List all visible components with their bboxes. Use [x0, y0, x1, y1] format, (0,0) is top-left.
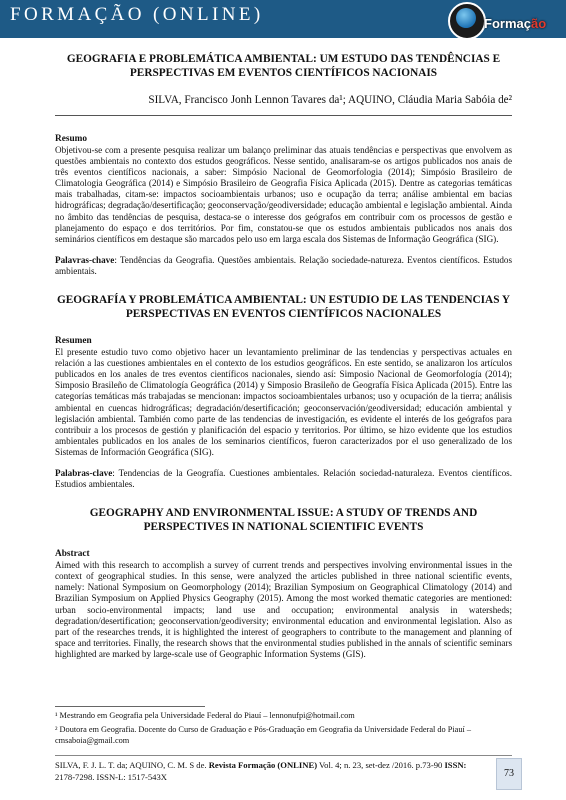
footnote-2: ² Doutora em Geografia. Docente do Curso de Graduação e Pós-Graduação em Geografia da Universidade Federal do Piauí – cmsaboia@gmail.com [55, 725, 472, 745]
logo-text: Formação [484, 16, 547, 31]
article-body [55, 52, 512, 660]
title-pt: GEOGRAFIA E PROBLEMÁTICA AMBIENTAL: UM ESTUDO DAS TENDÊNCIAS E PERSPECTIVAS EM EVENTOS CIENTÍFICOS NACIONAIS [66, 53, 501, 79]
author-separator [55, 115, 512, 116]
abstract-heading-es: Resumen [55, 336, 92, 347]
citation: SILVA, F. J. L. T. da; AQUINO, C. M. S de. Revista Formação (ONLINE) Vol. 4; n. 23, set-dez /2016. p.73-90 ISSN: 2178-7298. ISSN-L: 1517-543X [55, 760, 467, 782]
title-en: GEOGRAPHY AND ENVIRONMENTAL ISSUE: A STUDY OF TRENDS AND PERSPECTIVES IN NATIONAL SCIENTIFIC EVENTS [89, 507, 478, 534]
keywords-es: Palabras-clave: Tendencias de la Geografía. Cuestiones ambientales. Relación sociedad-naturaleza. Eventos científicos. Estudios ambientales. [55, 467, 512, 490]
footnote-rule [55, 706, 205, 707]
globe-icon [456, 8, 476, 28]
abstract-pt: Objetivou-se com a presente pesquisa realizar um balanço preliminar das atuais tendências e perspectivas que envolvem as questões ambientais no contexto dos estudos geográficos. Nesse sentido, analisaram-se os artigos publicados nos anais de três eventos científicos nacionais, a saber: Simpósio Nacional de Geomorfologia (2014); Simpósio Brasileiro de Climatologia Geográfica (2014) e Simpósio Brasileiro de Geografia Física Aplicada (2015). Dentre as categorias temáticas mais trabalhadas, citam-se: impactos socioambientais urbanos; uso e ocupação da terra; análise ambiental em bacias hidrográficas; degradação/desertificação; geoconservação/geodiversidade; educação ambiental e legislação ambiental. Ainda no âmbito das tendências de pesquisa, destaca-se o interesse dos geógrafos em contribuir com os processos de gestão e planejamento do espaço e dos territórios. Por fim, constatou-se que os estudos ambientais publicados nos anais dos seminários científicos em destaque são marcados pelo uso em larga escala dos Sistemas de Informação Geográfica (SIG). [55, 145, 512, 244]
authors: SILVA, Francisco Jonh Lennon Tavares da¹; AQUINO, Cláudia Maria Sabóia de² [148, 94, 512, 106]
footnote-1: ¹ Mestrando em Geografia pela Universidade Federal do Piauí – lennonufpi@hotmail.com [55, 711, 355, 720]
abstract-heading-pt: Resumo [55, 134, 88, 144]
page-number: 73 [504, 768, 514, 779]
journal-logo [446, 2, 562, 42]
abstract-en: Aimed with this research to accomplish a survey of current trends and perspectives involving environmental issues in the context of geographical studies. In this sense, were analyzed the articles published in three national scientific events, namely: National Symposium on Geomorphology (2014); Brazilian Symposium on Geographical Climatology (2014) and Brazilian Symposium on Applied Physics Geography (2015). Among the most worked thematic categories are mentioned: urban socio-environmental impacts; land use and occupation; environmental analysis in watersheds; degradation/desertification; geoconservation/geodiversity; environmental education and environmental legislation. Also as part of the researches trends, it is highlighted the interest of geographers to contribute to the management and planning of space and territories. Finally, the research shows that the environmental studies published in the annals of scientific seminars highlighted are marked by large-scale use of Geographic Information Systems (GIS). [55, 560, 512, 659]
journal-title: FORMAÇÃO (ONLINE) [10, 4, 264, 25]
keywords-pt: Palavras-chave: Tendências da Geografia. Questões ambientais. Relação sociedade-natureza. Eventos científicos. Estudos ambientais. [55, 254, 512, 276]
page-number-box [496, 758, 522, 790]
abstract-es: El presente estudio tuvo como objetivo hacer un levantamiento preliminar de las tendencias y perspectivas actuales en relación a las cuestiones ambientales en el contexto de los estudios geográficos. En este sentido, se analizaron los artículos publicados en los anales de tres eventos científicos nacionales, siendo así: Simposio Nacional de Geomorfología (2014); Simposio Brasileño de Climatología Geográfica (2014) y Simposio Brasileño de Geografía Física Aplicada (2015). Entre las categorías temáticas más trabajadas se mencionan: impactos socioambientales urbanos; uso y ocupación de la tierra; análisis ambiental en cuencas hidrográficas; degradación/desertificación; geoconservación/geodiversidad; educación ambiental y legislación ambiental. También como parte de las tendencias de investigación, es evidente el interés de los geógrafos para contribuir a los procesos de gestión y planificación del espacio y territorios. Por último, se hizo evidente que los estudios ambientales publicados en los anales de los seminarios científicos, fueron caracterizados por el uso generalizado de los Sistemas de Información Geográfica (SIG). [55, 347, 512, 457]
abstract-heading-en: Abstract [55, 549, 90, 560]
page-footer [55, 755, 512, 794]
journal-banner [0, 0, 566, 38]
title-es: GEOGRAFÍA Y PROBLEMÁTICA AMBIENTAL: UN ESTUDIO DE LAS TENDENCIAS Y PERSPECTIVAS EN EVENTOS CIENTÍFICOS NACIONALES [56, 294, 511, 321]
